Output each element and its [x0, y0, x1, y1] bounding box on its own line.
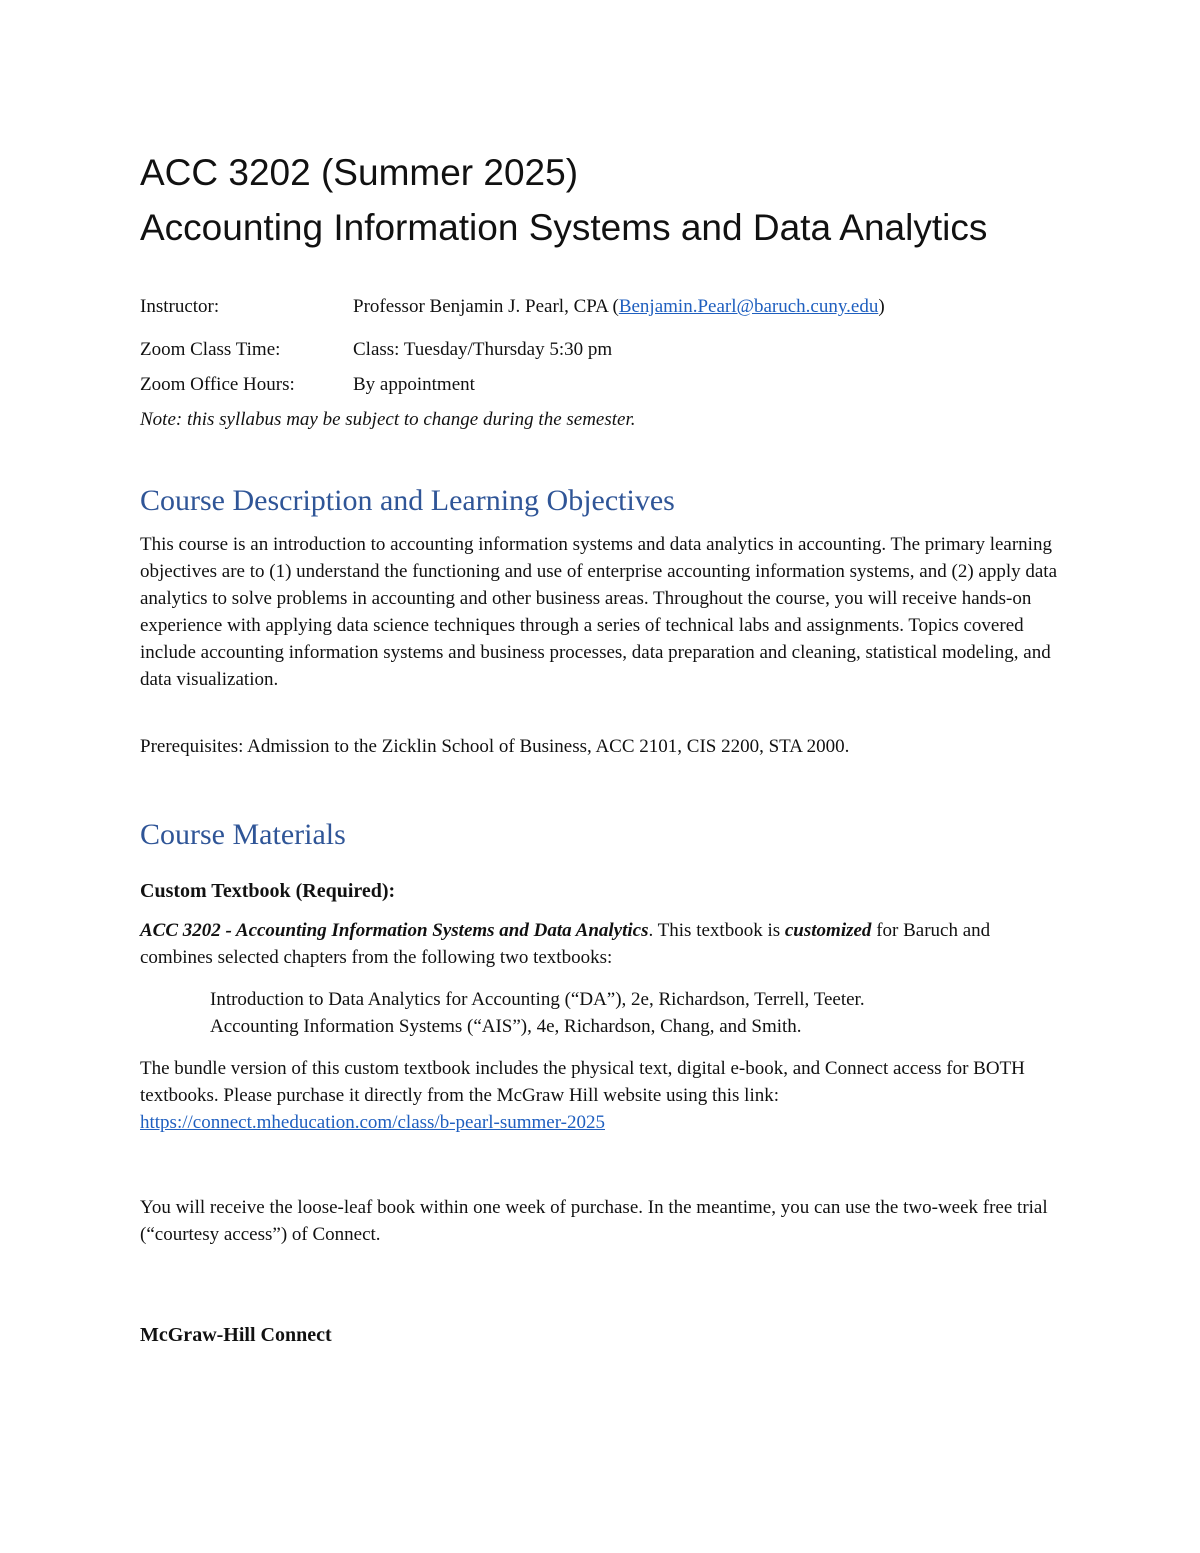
book-item-da: Introduction to Data Analytics for Accounting (“DA”), 2e, Richardson, Terrell, Teeter.: [210, 989, 865, 1010]
course-materials-heading: Course Materials: [140, 818, 346, 851]
instructor-value: Professor Benjamin J. Pearl, CPA (Benjamin.Pearl@baruch.cuny.edu): [353, 296, 885, 317]
textbook-description: ACC 3202 - Accounting Information Systems and Data Analytics. This textbook is customized for Baruch and combines selected chapters from the following two textbooks:: [140, 920, 991, 968]
prerequisites-text: Prerequisites: Admission to the Zicklin School of Business, ACC 2101, CIS 2200, STA 2000.: [140, 736, 850, 757]
course-description-heading: Course Description and Learning Objectives: [140, 484, 675, 517]
instructor-email-link[interactable]: Benjamin.Pearl@baruch.cuny.edu: [618, 296, 879, 317]
connect-purchase-link[interactable]: https://connect.mheducation.com/class/b-pearl-summer-2025: [140, 1112, 605, 1133]
title-course-code: ACC 3202 (Summer 2025): [140, 152, 579, 193]
mcgraw-hill-connect-subhead: McGraw-Hill Connect: [140, 1324, 332, 1346]
textbook-title: ACC 3202 - Accounting Information Systems and Data Analytics: [140, 920, 649, 941]
course-description-paragraph: This course is an introduction to accounting information systems and data analytics in accounting. The primary learning objectives are to (1) understand the functioning and use of enterprise accounting information systems, and (2) apply data analytics to solve problems in accounting and other business areas. Throughout the course, you will receive hands-on experience with applying data science techniques through a series of technical labs and assignments. Topics covered include accounting information systems and business processes, data preparation and cleaning, statistical modeling, and data visualization.: [140, 534, 1058, 690]
custom-textbook-subhead: Custom Textbook (Required):: [140, 880, 396, 902]
delivery-paragraph: You will receive the loose-leaf book within one week of purchase. In the meantime, you can use the two-week free trial (“courtesy access”) of Connect.: [140, 1197, 1048, 1245]
syllabus-note: Note: this syllabus may be subject to change during the semester.: [140, 409, 636, 430]
bundle-paragraph: The bundle version of this custom textbook includes the physical text, digital e-book, and Connect access for BOTH textbooks. Please purchase it directly from the McGraw Hill website using this link: https://connect.mheducation.com/class/b-pearl-summer-2025: [140, 1058, 1025, 1133]
office-hours-value: By appointment: [353, 374, 475, 395]
customized-emphasis: customized: [784, 920, 872, 941]
title-course-name: Accounting Information Systems and Data Analytics: [140, 207, 988, 248]
page-title: [140, 145, 987, 255]
instructor-label: Instructor:: [140, 296, 220, 317]
office-hours-label: Zoom Office Hours:: [140, 374, 295, 395]
class-time-label: Zoom Class Time:: [140, 339, 281, 360]
class-time-value: Class: Tuesday/Thursday 5:30 pm: [353, 339, 613, 360]
book-item-ais: Accounting Information Systems (“AIS”), 4e, Richardson, Chang, and Smith.: [210, 1016, 802, 1037]
